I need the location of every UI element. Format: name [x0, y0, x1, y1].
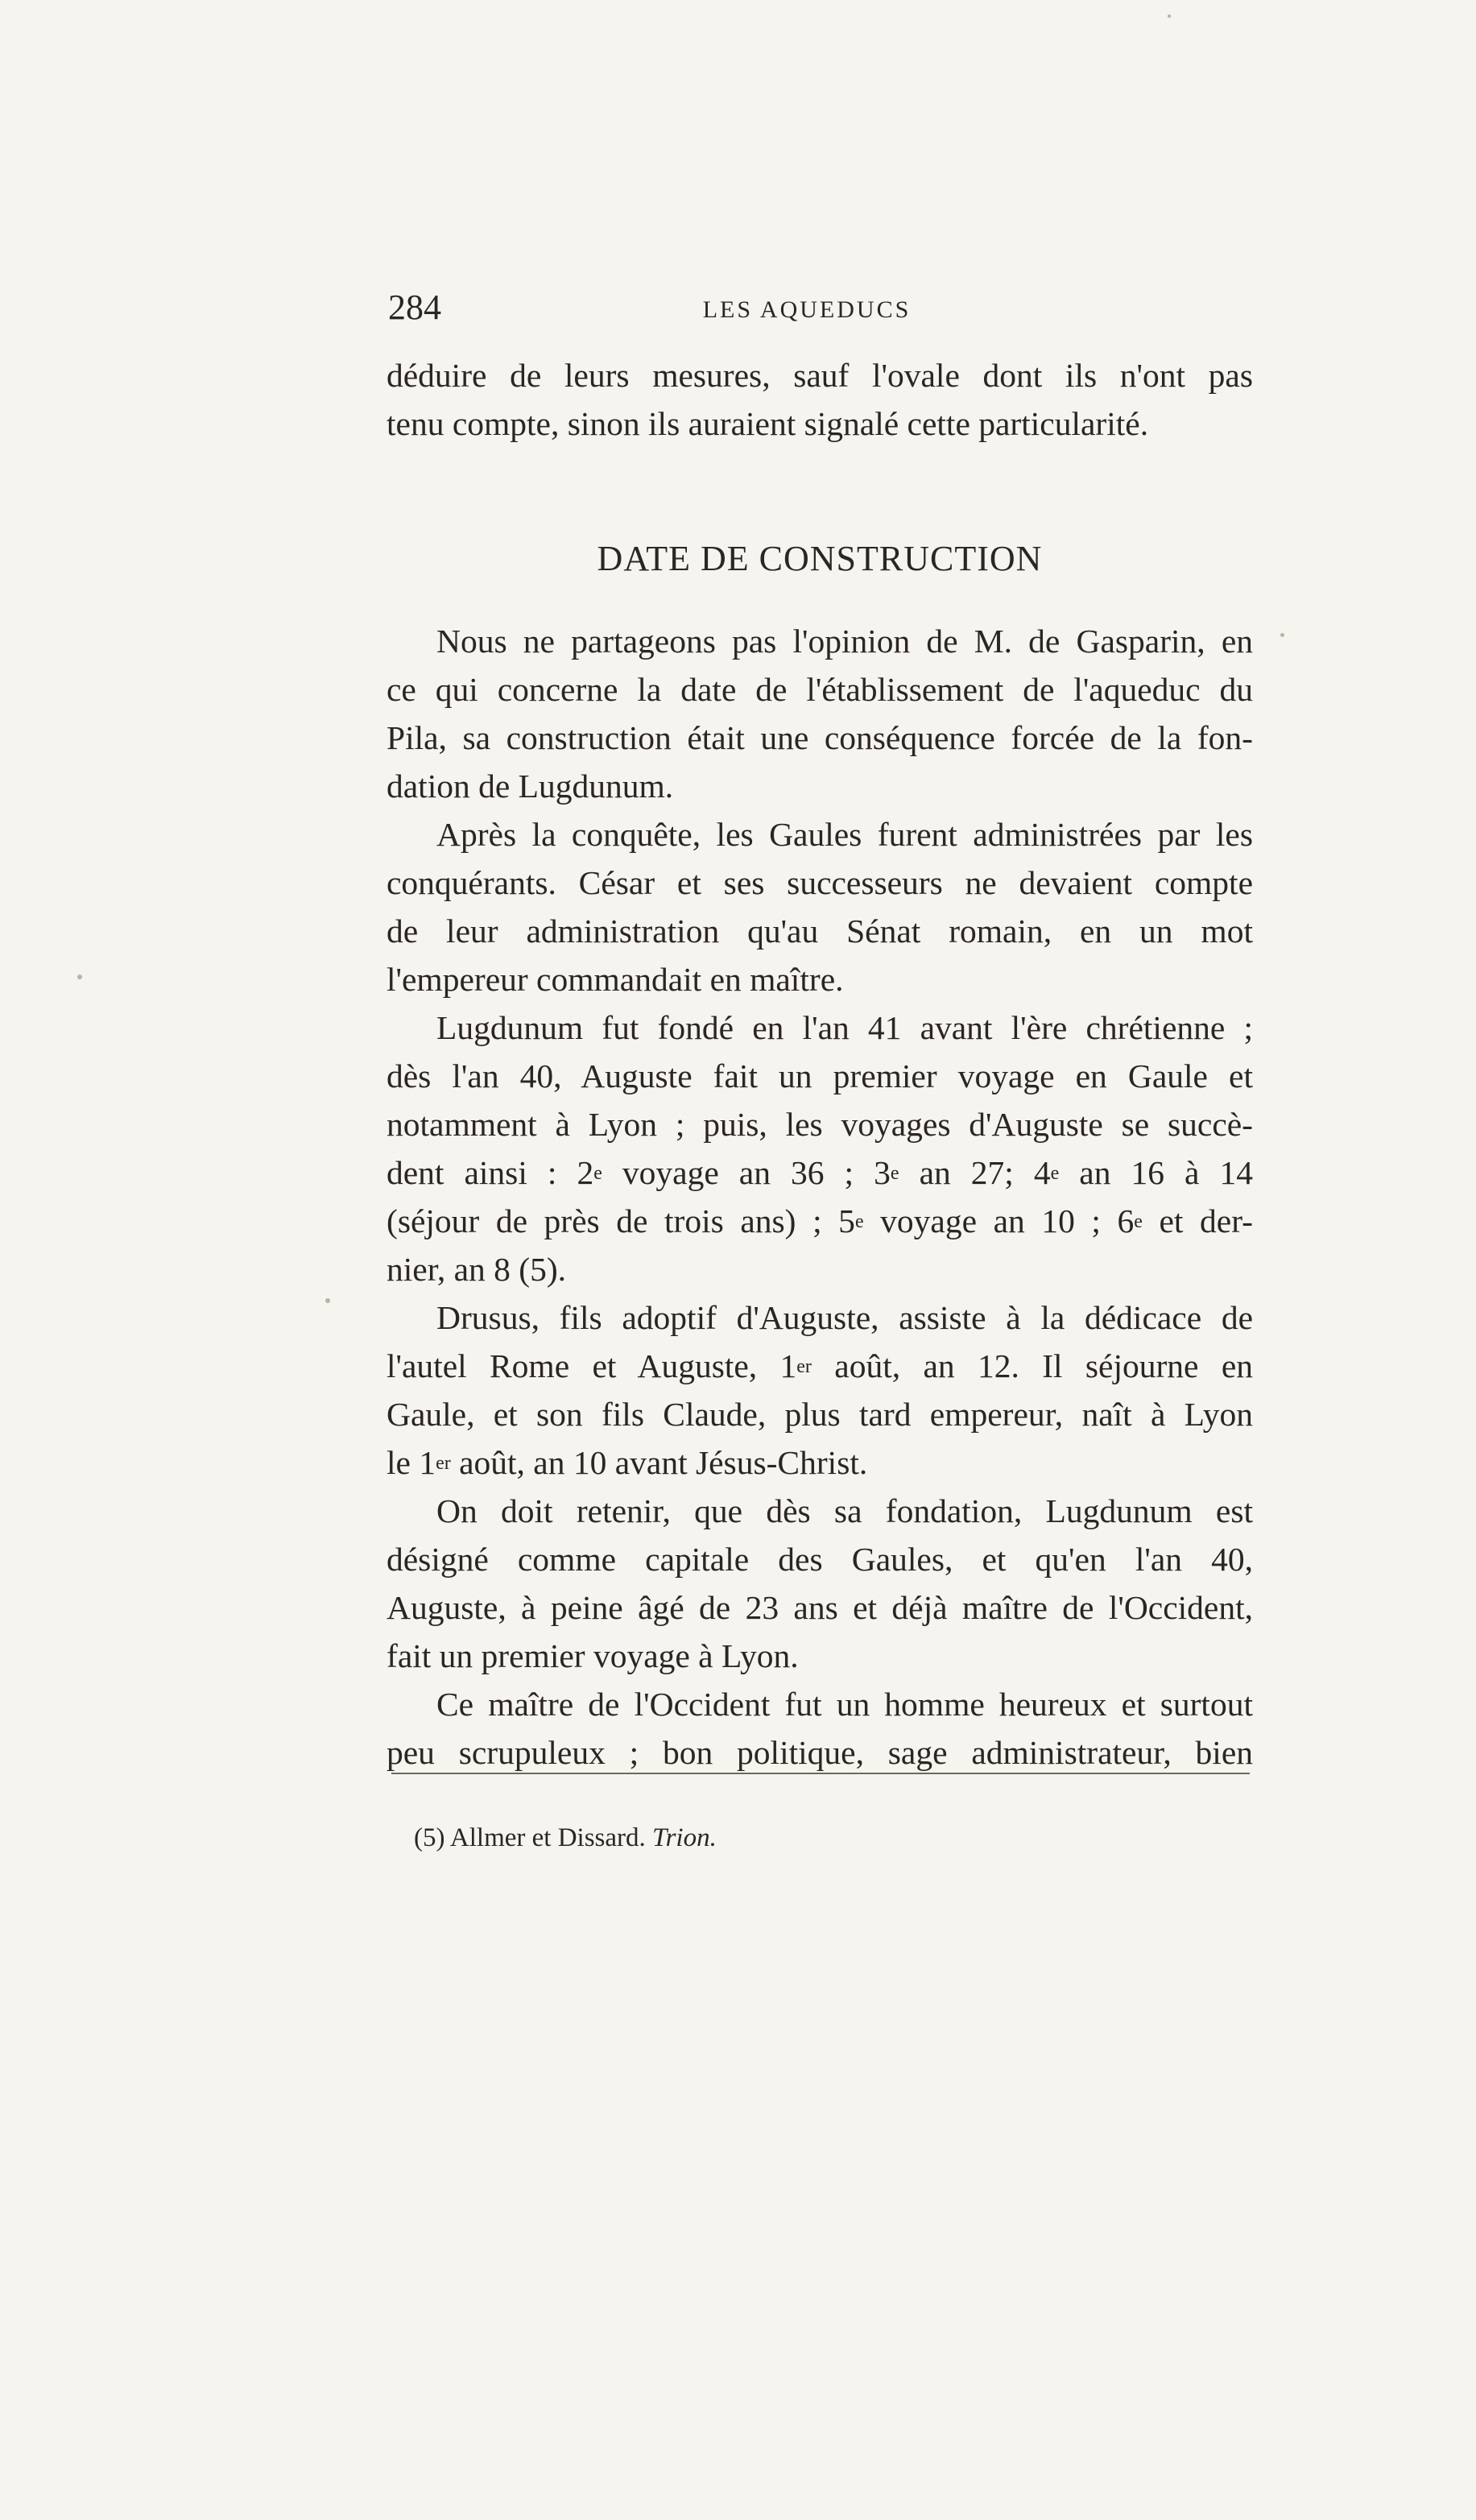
- footnote-marker: (5): [414, 1823, 445, 1852]
- footnote-authors: Allmer et Dissard.: [449, 1823, 646, 1852]
- carry-over-paragraph: [387, 351, 1253, 448]
- text-line: Pila, sa construction était une conséquence forcée de la fon-: [387, 719, 1253, 756]
- ordinal-superscript: e: [1050, 1163, 1060, 1184]
- text-line: désigné comme capitale des Gaules, et qu'en l'an 40,: [387, 1541, 1253, 1578]
- text-line: [387, 1438, 1253, 1487]
- footnote-rule: [391, 1773, 1250, 1774]
- paragraph-4: [387, 1293, 1253, 1487]
- text-run: an 27; 4: [899, 1154, 1051, 1191]
- ordinal-superscript: er: [796, 1356, 812, 1377]
- text-line: [387, 1342, 1253, 1390]
- text-line: fait un premier voyage à Lyon.: [387, 1637, 799, 1674]
- text-run: l'autel Rome et Auguste, 1: [387, 1347, 797, 1384]
- text-line: tenu compte, sinon ils auraient signalé cette particularité.: [387, 405, 1149, 442]
- ordinal-superscript: e: [854, 1211, 864, 1232]
- text-run: (séjour de près de trois ans) ; 5: [387, 1202, 855, 1239]
- text-line: nier, an 8 (5).: [387, 1251, 567, 1288]
- page-header: [388, 283, 1250, 340]
- text-line: On doit retenir, que dès sa fondation, Lugdunum est: [436, 1492, 1253, 1529]
- text-line: Nous ne partageons pas l'opinion de M. de Gasparin, en: [436, 623, 1253, 660]
- text-line: Drusus, fils adoptif d'Auguste, assiste à la dédicace de: [436, 1299, 1253, 1336]
- text-line: [387, 1148, 1253, 1197]
- paper-speck: [325, 1298, 330, 1303]
- text-run: an 16 à 14: [1059, 1154, 1253, 1191]
- main-text: [387, 351, 1253, 1777]
- text-line: conquérants. César et ses successeurs ne devaient compte: [387, 864, 1253, 901]
- footnote: [414, 1818, 717, 1858]
- section-title: DATE DE CONSTRUCTION: [597, 539, 1043, 578]
- text-run: dent ainsi : 2: [387, 1154, 594, 1191]
- text-line: Ce maître de l'Occident fut un homme heureux et surtout: [436, 1686, 1253, 1723]
- ordinal-superscript: e: [890, 1163, 899, 1184]
- text-run: et der-: [1142, 1202, 1253, 1239]
- text-line: ce qui concerne la date de l'établissement de l'aqueduc du: [387, 671, 1253, 708]
- running-head: LES AQUEDUCS: [702, 296, 912, 323]
- paragraph-3: [387, 1003, 1253, 1293]
- page-number: 284: [388, 288, 441, 327]
- text-line: Auguste, à peine âgé de 23 ans et déjà maître de l'Occident,: [387, 1589, 1253, 1626]
- paper-speck: [77, 974, 82, 979]
- paragraph-5: [387, 1487, 1253, 1680]
- footnote-title: Trion.: [652, 1823, 717, 1852]
- text-line: peu scrupuleux ; bon politique, sage administrateur, bien: [387, 1734, 1253, 1771]
- text-line: Après la conquête, les Gaules furent administrées par les: [436, 816, 1253, 853]
- paragraph-1: [387, 617, 1253, 810]
- text-line: l'empereur commandait en maître.: [387, 961, 844, 998]
- text-run: août, an 12. Il séjourne en: [811, 1347, 1253, 1384]
- text-run: voyage an 10 ; 6: [863, 1202, 1135, 1239]
- text-line: dation de Lugdunum.: [387, 768, 674, 805]
- text-line: notamment à Lyon ; puis, les voyages d'Auguste se succè-: [387, 1106, 1253, 1143]
- text-line: déduire de leurs mesures, sauf l'ovale dont ils n'ont pas: [387, 357, 1253, 394]
- text-run: le 1: [387, 1444, 436, 1481]
- text-line: de leur administration qu'au Sénat romain, en un mot: [387, 912, 1253, 950]
- text-line: Lugdunum fut fondé en l'an 41 avant l'ère chrétienne ;: [436, 1009, 1253, 1046]
- text-run: août, an 10 avant Jésus-Christ.: [450, 1444, 868, 1481]
- ordinal-superscript: e: [593, 1163, 602, 1184]
- text-run: voyage an 36 ; 3: [602, 1154, 891, 1191]
- text-line: dès l'an 40, Auguste fait un premier voyage en Gaule et: [387, 1057, 1253, 1094]
- paragraph-6: [387, 1680, 1253, 1777]
- ordinal-superscript: er: [436, 1453, 451, 1474]
- ordinal-superscript: e: [1134, 1211, 1143, 1232]
- paragraph-2: [387, 810, 1253, 1003]
- paper-speck: [1168, 14, 1171, 18]
- text-line: [387, 1197, 1253, 1245]
- text-line: Gaule, et son fils Claude, plus tard empereur, naît à Lyon: [387, 1396, 1253, 1433]
- paper-speck: [1280, 633, 1284, 637]
